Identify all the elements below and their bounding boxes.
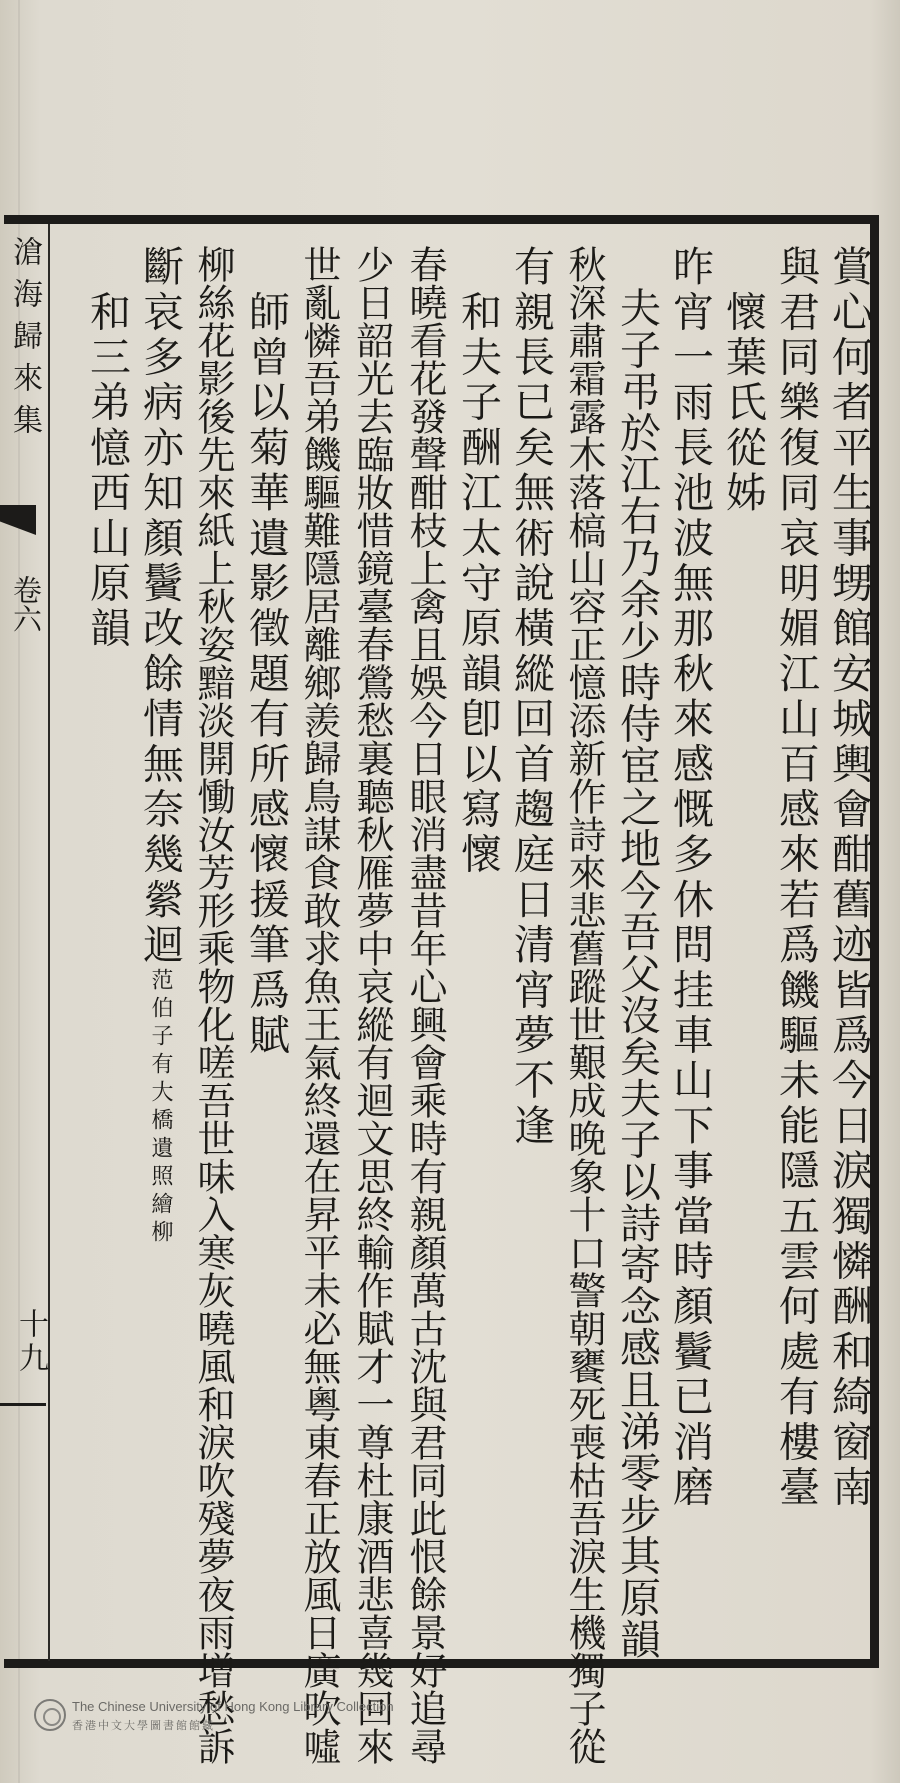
text-column: 賞心何者平生事甥館安城輿會酣舊迹皆爲今日淚獨憐酬和綺窗南 [825, 245, 873, 1511]
text-column: 春曉看花發聲酣枝上禽且娛今日眼消盡昔年心興會乘時有親顏萬古沈與君同此恨餘景好追尋 [403, 245, 447, 1765]
text-column: 昨宵一雨長池波無那秋來感慨多休問挂車山下事當時顏鬢已消磨 [666, 245, 714, 1511]
text-column: 世亂憐吾弟饑驅難隱居離鄉羨歸鳥謀食敢求魚王氣終還在昇平未必無粵東春正放風日廣吹噓 [297, 245, 341, 1765]
interlinear-note: 范伯子有大橋遺照繪柳 [148, 968, 173, 1249]
spine-rule [0, 1403, 46, 1406]
text-column: 柳絲花影後先來紙上秋姿黯淡開慟汝芳形乘物化嗟吾世味入寒灰曉風和淚吹殘夢夜雨增愁訴 [191, 245, 235, 1765]
text-column [138, 245, 182, 1248]
book-title: 滄海歸來集 [7, 236, 42, 446]
folio-number: 十九 [13, 1308, 48, 1376]
text-column: 有親長已矣無術說橫縱回首趨庭日清宵夢不逢 [507, 245, 555, 1149]
poem-title: 懷葉氏從姊 [719, 245, 767, 517]
volume-label: 卷六 [9, 575, 43, 633]
library-seal-icon [34, 1699, 66, 1731]
spine-line [48, 224, 50, 1661]
text-column: 少日韶光去臨妝惜鏡臺春鶯愁裏聽秋雁夢中哀縱有迴文思終輸作賦才一尊杜康酒悲喜幾回來 [350, 245, 394, 1765]
library-watermark [34, 1697, 454, 1737]
poem-preface: 夫子弔於江右乃余少時侍宦之地今吾父沒矣夫子以詩寄念感且涕零步其原韻 [613, 245, 661, 1660]
text-column: 與君同樂復同哀明媚江山百感來若爲饑驅未能隱五雲何處有樓臺 [772, 245, 820, 1511]
text-column: 秋深肅霜露木落槁山容正憶添新作詩來悲舊蹤世艱成晚象十口警朝饔死喪枯吾淚生機獨子從 [562, 245, 606, 1765]
text-column-main: 斷哀多病亦知顏鬢改餘情無奈幾縈迴 [136, 245, 184, 969]
poem-title: 和夫子酬江太守原韻卽以寫懷 [454, 245, 502, 878]
watermark-english: The Chinese University of Hong Kong Library Collection [72, 1699, 394, 1714]
watermark-chinese: 香港中文大學圖書館館藏 [72, 1720, 215, 1732]
poem-title: 師曾以菊華遺影徵題有所感懷援筆爲賦 [242, 245, 290, 1059]
poem-title: 和三弟憶西山原韻 [83, 245, 131, 652]
